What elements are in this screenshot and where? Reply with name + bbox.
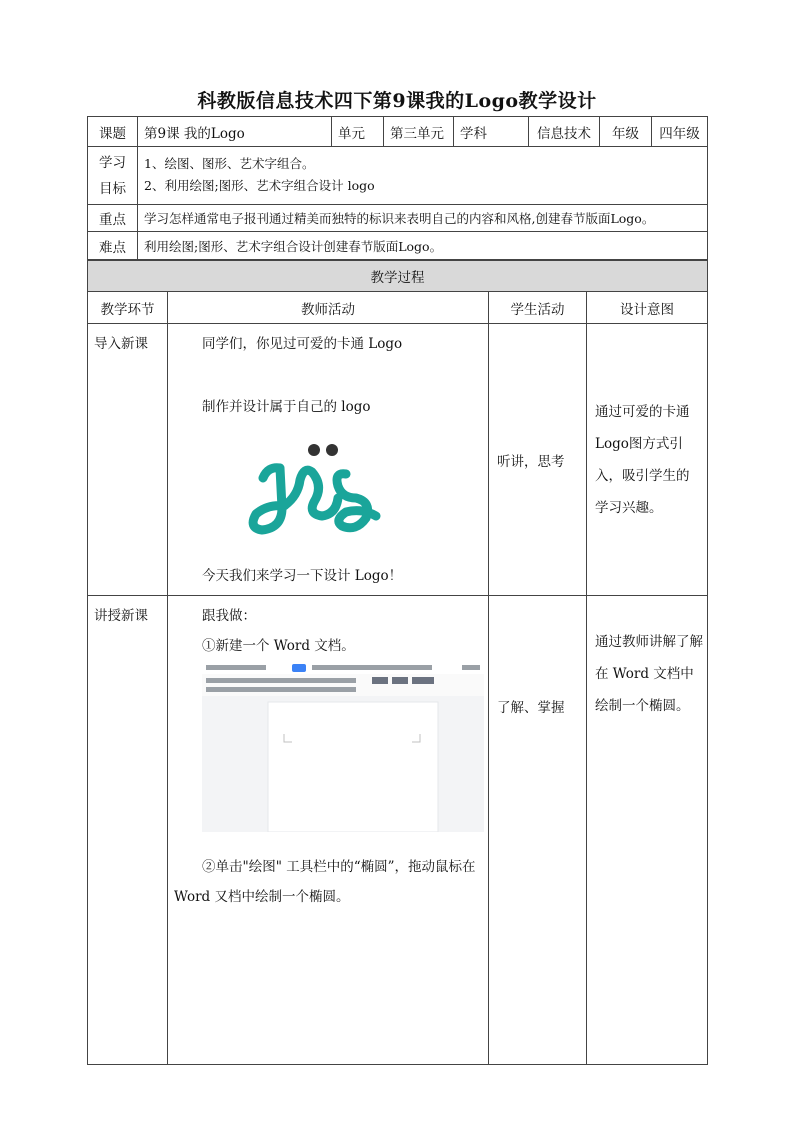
mubiao-label-line-1: 学习 [99, 154, 126, 171]
teacher-text-3: 今天我们来学习一下设计 Logo！ [202, 568, 403, 584]
zhongdian-label: 重点 [88, 205, 138, 232]
table-row [88, 324, 708, 596]
nandian-label: 难点 [88, 232, 138, 260]
page-title: 科教版信息技术四下第9课我的Logo教学设计 [197, 90, 597, 112]
danyuan-label: 单元 [332, 117, 384, 147]
danyuan-value: 第三单元 [384, 117, 454, 147]
table-row [88, 596, 708, 1065]
stage-cell: 讲授新课 [88, 596, 168, 1065]
intent-text: 通过教师讲解了解在 Word 文档中绘制一个椭圆。 [595, 634, 703, 714]
teacher-step-label: 跟我做： [202, 608, 256, 624]
mubiao-label [88, 147, 138, 205]
mubiao-item-2: 2、利用绘图;图形、艺术字组合设计 logo [144, 178, 375, 193]
nandian-value: 利用绘图;图形、艺术字组合设计创建春节版面Logo。 [138, 232, 708, 260]
zhongdian-value: 学习怎样通常电子报刊通过精美而独特的标识来表明自己的内容和风格,创建春节版面Logo。 [138, 205, 708, 232]
teacher-step-2: ②单击"绘图" 工具栏中的“椭圆”，拖动鼠标在 Word 又档中绘制一个椭圆。 [174, 859, 476, 905]
teacher-text-2: 制作并设计属于自己的 logo [202, 399, 371, 415]
mubiao-value [138, 147, 708, 205]
nianji-value: 四年级 [652, 117, 708, 147]
nianji-label: 年级 [600, 117, 652, 147]
intent-cell [587, 596, 708, 1065]
info-table [87, 116, 708, 260]
process-table [87, 260, 708, 1065]
stage-cell: 导入新课 [88, 324, 168, 596]
intent-cell: 通过可爱的卡通Logo图方式引入，吸引学生的学习兴趣。 [587, 324, 708, 596]
keti-value: 第9课 我的Logo [138, 117, 332, 147]
teacher-cell [168, 596, 489, 1065]
col-intent-header: 设计意图 [587, 292, 708, 324]
student-text: 了解、掌握 [497, 700, 565, 716]
word-screenshot-image [202, 662, 484, 832]
xueke-label: 学科 [454, 117, 529, 147]
logo-letters [253, 468, 376, 530]
teacher-step-1: ①新建一个 Word 文档。 [202, 638, 355, 654]
keti-label: 课题 [88, 117, 138, 147]
xueke-value: 信息技术 [529, 117, 600, 147]
student-cell [489, 596, 587, 1065]
logo-eye-right [326, 444, 338, 456]
col-teacher-header: 教师活动 [168, 292, 489, 324]
col-student-header: 学生活动 [489, 292, 587, 324]
process-header: 教学过程 [88, 261, 708, 292]
mubiao-item-1: 1、绘图、图形、艺术字组合。 [144, 156, 315, 171]
student-cell: 听讲，思考 [489, 324, 587, 596]
teacher-cell [168, 324, 489, 596]
logo-eye-left [308, 444, 320, 456]
col-stage-header: 教学环节 [88, 292, 168, 324]
teacher-text-1: 同学们，你见过可爱的卡通 Logo [202, 336, 403, 352]
cartoon-logo-image [238, 436, 398, 536]
mubiao-label-line-2: 目标 [99, 180, 126, 197]
